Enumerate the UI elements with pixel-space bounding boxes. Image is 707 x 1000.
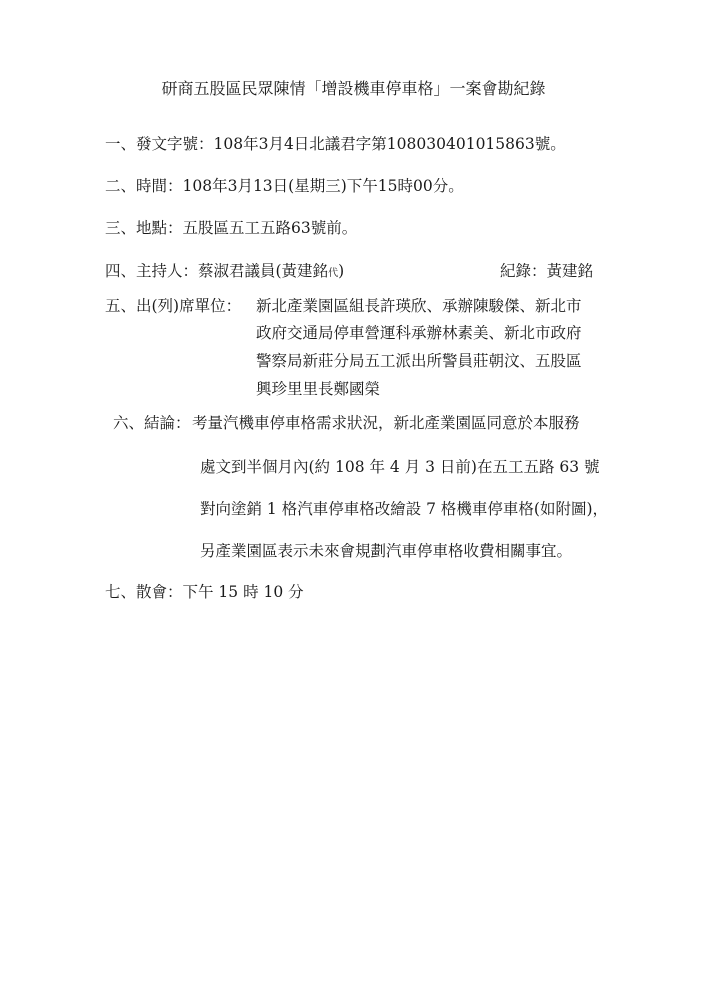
- doc-number-line: 一、發文字號：108年3月4日北議君字第108030401015863號。: [105, 135, 566, 153]
- host-label: 四、主持人：蔡淑君議員(黃建銘: [105, 262, 329, 280]
- document-title: 研商五股區民眾陳情「增設機車停車格」一案會勘紀錄: [161, 79, 546, 98]
- time-line: 二、時間：108年3月13日(星期三)下午15時00分。: [105, 177, 464, 195]
- attendees-label: 五、出(列)席單位：: [105, 297, 242, 315]
- location-line: 三、地點：五股區五工五路63號前。: [105, 219, 358, 237]
- conclusion-line: 處文到半個月內(約 108 年 4 月 3 日前)在五工五路 63 號: [200, 458, 600, 476]
- attendees-line: 警察局新莊分局五工派出所警員莊朝汶、五股區: [256, 352, 582, 370]
- recorder-line: 紀錄：黃建銘: [500, 262, 594, 280]
- attendees-line: 興珍里里長鄭國榮: [256, 380, 381, 398]
- conclusion-line: 另產業園區表示未來會規劃汽車停車格收費相關事宜。: [200, 542, 573, 560]
- adjourn-line: 七、散會：下午 15 時 10 分: [105, 583, 304, 601]
- conclusion-line: 對向塗銷 1 格汽車停車格改繪設 7 格機車停車格(如附圖)，: [200, 500, 609, 518]
- host-proxy-mark: 代: [328, 268, 339, 279]
- attendees-line: 新北產業園區組長許瑛欣、承辦陳駿傑、新北市: [256, 297, 582, 315]
- host-close: ): [338, 262, 345, 280]
- conclusion-label: 六、結論：: [113, 414, 191, 432]
- attendees-line: 政府交通局停車營運科承辦林素美、新北市政府: [256, 324, 582, 342]
- conclusion-line: 考量汽機車停車格需求狀況，新北產業園區同意於本服務: [192, 414, 580, 432]
- host-line: [105, 261, 344, 284]
